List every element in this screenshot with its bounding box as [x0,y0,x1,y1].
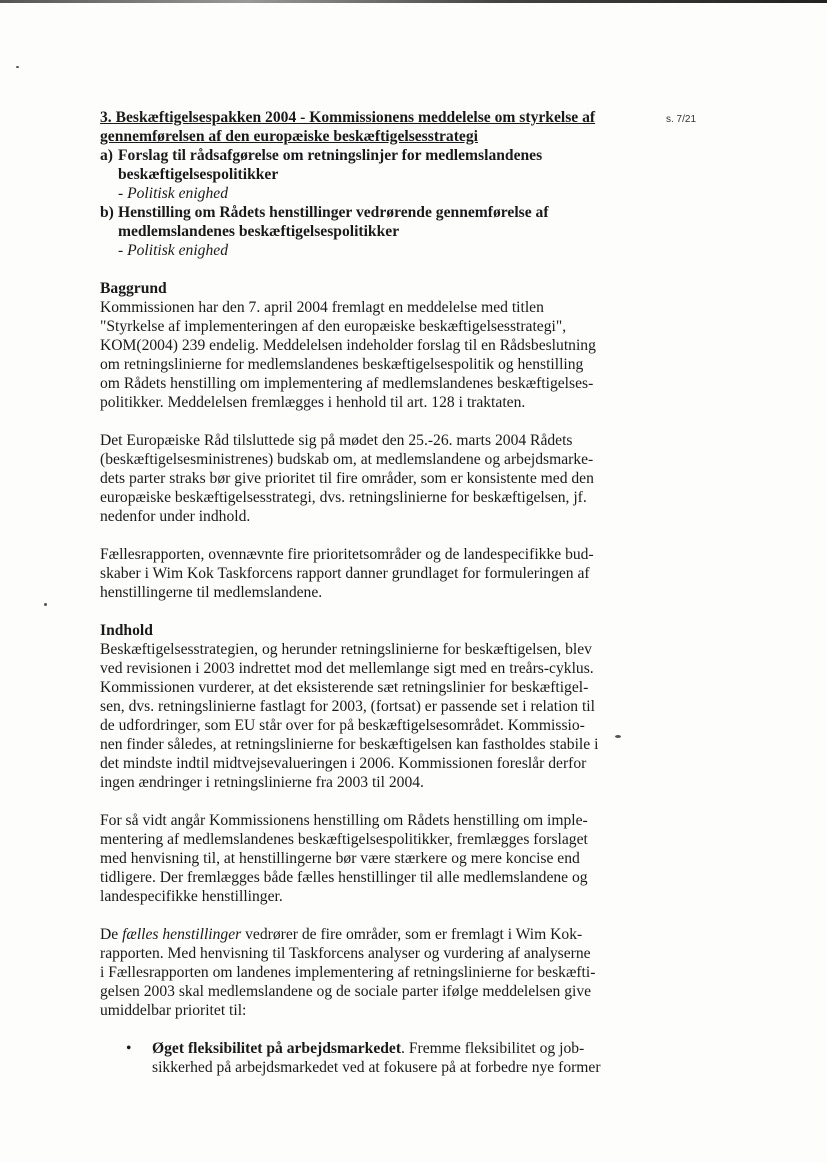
item-title-line: Forslag til rådsafgørelse om retningslinjer for medlemslandenes [118,147,543,164]
section-heading [100,108,630,146]
scan-top-border [0,0,827,3]
list-item: • Øget fleksibilitet på arbejdsmarkedet. Fremme fleksibilitet og job- sikkerhed på arbejdsmarkedet ved at fokusere på at forbedre nye former [100,1039,630,1077]
bullet-heading: Øget fleksibilitet på arbejdsmarkedet [152,1040,402,1057]
scan-speck [44,603,47,606]
item-status: - Politisk enighed [118,242,228,259]
item-title-line: beskæftigelsespolitikker [118,166,279,183]
scan-speck [615,735,621,738]
scan-speck [16,66,19,68]
bullet-icon: • [126,1040,132,1057]
indhold-paragraph-2: For så vidt angår Kommissionens henstilling om Rådets henstilling om imple- mentering af medlemslandenes beskæftigelsespolitikker, fremlægges forslaget med henvisning til, at henstillingerne bør være stærkere og mere koncise end tidligere. Der fremlægges både fælles henstillinger til alle medlemslandene og landespecifikke henstillinger. [100,812,588,905]
priority-list [100,1039,630,1077]
heading-line: gennemførelsen af den europæiske beskæftigelsesstrategi [100,128,478,145]
heading-line: 3. Beskæftigelsespakken 2004 - Kommissionens meddelelse om styrkelse af [100,109,596,126]
item-title-line: medlemslandenes beskæftigelsespolitikker [118,223,400,240]
baggrund-paragraph-3: Fællesrapporten, ovennævnte fire prioritetsområder og de landespecifikke bud- skaber i Wim Kok Taskforcens rapport danner grundlaget for formuleringen af henstillingerne til medlemslandene. [100,546,594,601]
item-status: - Politisk enighed [118,185,228,202]
page-number: s. 7/21 [666,114,697,125]
indhold-title: Indhold [100,622,153,639]
item-title-line: Henstilling om Rådets henstillinger vedrørende gennemførelse af [118,204,549,221]
baggrund-title: Baggrund [100,280,167,297]
item-a [100,146,630,203]
indhold-paragraph-3: De fælles henstillinger vedrører de fire områder, som er fremlagt i Wim Kok- rapporten. Med henvisning til Taskforcens analyser og vurdering af analyserne i Fællesrapporten om landenes implementering af retningslinierne for beskæfti- gelsen 2003 skal medlemslandene og de sociale parter ifølge meddelelsen give umiddelbar prioritet til: [100,926,596,1019]
item-label: b) [100,204,114,221]
item-label: a) [100,147,113,164]
item-b [100,203,630,260]
faelles-henstillinger-term: fælles henstillinger [122,926,242,943]
baggrund-paragraph-1: Kommissionen har den 7. april 2004 fremlagt en meddelelse med titlen "Styrkelse af implementeringen af den europæiske beskæftigelsesstrategi", KOM(2004) 239 endelig. Meddelelsen indeholder forslag til en Rådsbeslutning om retningslinierne for medlemslandenes beskæftigelsespolitik og henstilling om Rådets henstilling om implementering af medlemslandenes beskæftigelses- politikker. Meddelelsen fremlægges i henhold til art. 128 i traktaten. [100,299,596,411]
indhold-paragraph-1: Beskæftigelsesstrategien, og herunder retningslinierne for beskæftigelsen, blev ved revisionen i 2003 indrettet mod det mellemlange sigt med en treårs-cyklus. Kommissionen vurderer, at det eksisterende sæt retningslinier for beskæftigel- sen, dvs. retningslinierne fastlagt for 2003, (fortsat) er passende set i relation til de udfordringer, som EU står over for på beskæftigelsesområdet. Kommissio- nen finder således, at retningslinierne for beskæftigelsen kan fastholdes stabile i det mindste indtil midtvejsevalueringen i 2006. Kommissionen foreslår derfor ingen ændringer i retningslinierne fra 2003 til 2004. [100,641,599,791]
baggrund-paragraph-2: Det Europæiske Råd tilsluttede sig på mødet den 25.-26. marts 2004 Rådets (beskæftigelsesministrenes) budskab om, at medlemslandene og arbejdsmarke- dets parter straks bør give prioritet til fire områder, som er konsistente med den europæiske beskæftigelsesstrategi, dvs. retningslinierne for beskæftigelsen, jf. nedenfor under indhold. [100,432,594,525]
document-body [100,108,630,1077]
